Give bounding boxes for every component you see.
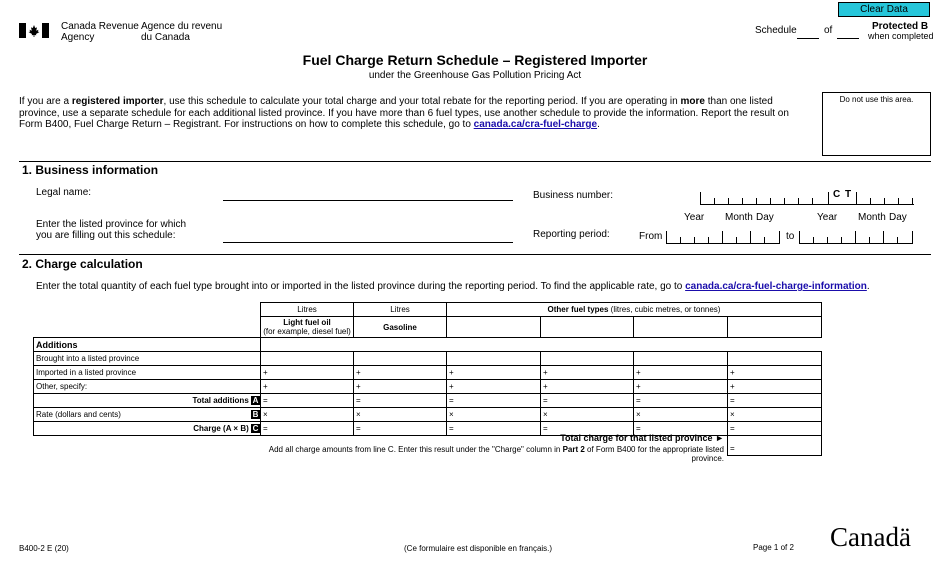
intro-text-2: , use this schedule to calculate your total charge and your total rebate for the reporting period. If you are operating in [163,96,681,107]
litres-unit-header-1: Litres [261,303,354,317]
bn-program-letters: C T [833,189,853,200]
province-field[interactable] [223,228,513,243]
agency-fr-line1: Agence du revenu [141,21,223,32]
total-output: = [541,394,634,408]
total-output: = [634,394,728,408]
imported-input[interactable]: + [354,366,447,380]
add-charge-note [260,445,724,463]
gasoline-header: Gasoline [354,317,447,338]
intro-text-3: than one listed province, use a separate schedule for each additional listed province. If you have more than 6 fuel types, use another schedule to provide the information. Report the result on Form B400, Fuel Charge Return – Registrant. For instructions on how to complete this schedule, go to [19,96,789,130]
charge-output: = [728,422,822,436]
section2-instruction-text: Enter the total quantity of each fuel type brought into or imported in the listed province during the reporting period. To find the applicable rate, go to [36,281,686,292]
agency-name-en [61,21,139,43]
brought-input[interactable] [261,352,354,366]
imported-input[interactable]: + [447,366,541,380]
schedule-total-field[interactable] [837,27,859,39]
section2-instruction-end: . [866,281,870,292]
row-imported-label: Imported in a listed province [34,366,261,380]
section2-instruction [36,281,870,292]
canada-wordmark-logo: Canadä [830,522,911,552]
other-input[interactable]: + [447,380,541,394]
rate-input[interactable]: × [541,408,634,422]
schedule-label: Schedule [755,25,797,36]
schedule-number-field[interactable] [797,27,819,39]
intro-paragraph [19,96,809,131]
arrow-right-icon: ► [715,433,724,443]
imported-input[interactable]: + [541,366,634,380]
charge-output: = [634,422,728,436]
imported-input[interactable]: + [634,366,728,380]
french-availability-note: (Ce formulaire est disponible en français.) [404,544,553,553]
from-day-header: Day [756,212,774,223]
from-label: From [639,231,663,242]
business-number-field[interactable] [700,190,914,205]
rate-text: Rate (dollars and cents) [36,410,121,419]
other-input[interactable]: + [354,380,447,394]
intro-bold-1: registered importer [71,96,164,107]
total-additions-text: Total additions [192,396,249,405]
other-fuel-types-title: Other fuel types [547,305,609,314]
agency-en-line2: Agency [61,32,95,43]
total-charge-text: Total charge for that listed province [560,433,713,443]
other-fuel-name-field[interactable] [447,317,541,338]
to-label: to [786,231,795,242]
province-label-line1: Enter the listed province for which [36,219,187,230]
other-input[interactable]: + [728,380,822,394]
period-from-date-field[interactable] [666,229,780,244]
to-day-header: Day [889,212,907,223]
legal-name-field[interactable] [223,186,513,201]
agency-fr-line2: du Canada [141,32,190,43]
cra-fuel-charge-link[interactable]: canada.ca/cra-fuel-charge [473,119,598,130]
page-number: Page 1 of 2 [753,543,794,552]
brought-input[interactable] [728,352,822,366]
when-completed-label: when completed [868,31,934,41]
row-brought-label: Brought into a listed province [34,352,261,366]
section1-divider [19,161,931,162]
add-note-text-2: of Form B400 for the appropriate listed province. [584,445,724,463]
province-label-line2: you are filling out this schedule: [36,230,176,241]
to-year-header: Year [817,212,838,223]
charge-calculation-table [33,302,822,436]
other-fuel-name-field[interactable] [541,317,634,338]
intro-text-4: . [597,119,600,130]
do-not-use-box [822,92,931,156]
other-fuel-name-field[interactable] [728,317,822,338]
form-id: B400-2 E (20) [19,544,69,553]
section2-divider [19,254,931,255]
intro-bold-2: more [680,96,705,107]
rate-input[interactable]: × [447,408,541,422]
other-fuel-name-field[interactable] [634,317,728,338]
other-input[interactable]: + [634,380,728,394]
brought-input[interactable] [541,352,634,366]
brought-input[interactable] [354,352,447,366]
period-to-date-field[interactable] [799,229,913,244]
charge-text: Charge (A × B) [193,424,249,433]
other-fuel-units: (litres, cubic metres, or tonnes) [608,305,721,314]
other-input[interactable]: + [541,380,634,394]
light-fuel-oil-note: (for example, diesel fuel) [263,327,351,336]
rate-input[interactable]: × [354,408,447,422]
litres-unit-header-2: Litres [354,303,447,317]
total-output: = [728,394,822,408]
province-label [36,219,186,241]
line-c-badge: C [252,424,259,433]
other-fuel-types-header [447,303,822,317]
from-year-header: Year [684,212,705,223]
business-number-label: Business number: [533,190,614,201]
rate-input[interactable]: × [634,408,728,422]
reporting-period-label: Reporting period: [533,229,610,240]
charge-output: = [447,422,541,436]
other-input[interactable]: + [261,380,354,394]
brought-input[interactable] [447,352,541,366]
additions-header: Additions [34,338,261,352]
agency-en-line1: Canada Revenue [61,21,139,32]
clear-data-button[interactable]: Clear Data [838,2,930,17]
total-charge-equals: = [730,444,735,453]
rate-input[interactable]: × [261,408,354,422]
row-charge-label [34,422,261,436]
total-charge-label [540,433,724,443]
charge-output: = [354,422,447,436]
intro-text-1: If you are a [19,96,72,107]
row-total-label [34,394,261,408]
add-note-text-1: Add all charge amounts from line C. Enter this result under the "Charge" column in [268,445,563,454]
brought-input[interactable] [634,352,728,366]
imported-input[interactable]: + [728,366,822,380]
light-fuel-oil-title: Light fuel oil [283,318,331,327]
row-other-label: Other, specify: [34,380,261,394]
section1-heading: 1. Business information [22,163,159,177]
legal-name-label: Legal name: [36,187,92,198]
imported-input[interactable]: + [261,366,354,380]
line-a-badge: A [252,396,259,405]
total-output: = [261,394,354,408]
agency-name-fr [141,21,222,43]
from-month-header: Month [725,212,753,223]
charge-output: = [541,422,634,436]
total-output: = [447,394,541,408]
protected-label: Protected B [872,21,929,32]
charge-output: = [261,422,354,436]
section2-heading: 2. Charge calculation [22,257,143,271]
of-label: of [824,25,833,36]
light-fuel-oil-header [261,317,354,338]
cra-fuel-charge-information-link[interactable]: canada.ca/cra-fuel-charge-information [685,281,867,292]
rate-input[interactable]: × [728,408,822,422]
to-month-header: Month [858,212,886,223]
add-note-bold: Part 2 [562,445,585,454]
page-title: Fuel Charge Return Schedule – Registered Importer [302,52,648,68]
do-not-use-label: Do not use this area. [839,95,914,104]
canada-flag-icon [19,23,49,38]
row-rate-label [34,408,261,422]
page-subtitle: under the Greenhouse Gas Pollution Pricing Act [368,70,582,81]
total-output: = [354,394,447,408]
total-charge-field [727,430,822,456]
line-b-badge: B [252,410,259,419]
